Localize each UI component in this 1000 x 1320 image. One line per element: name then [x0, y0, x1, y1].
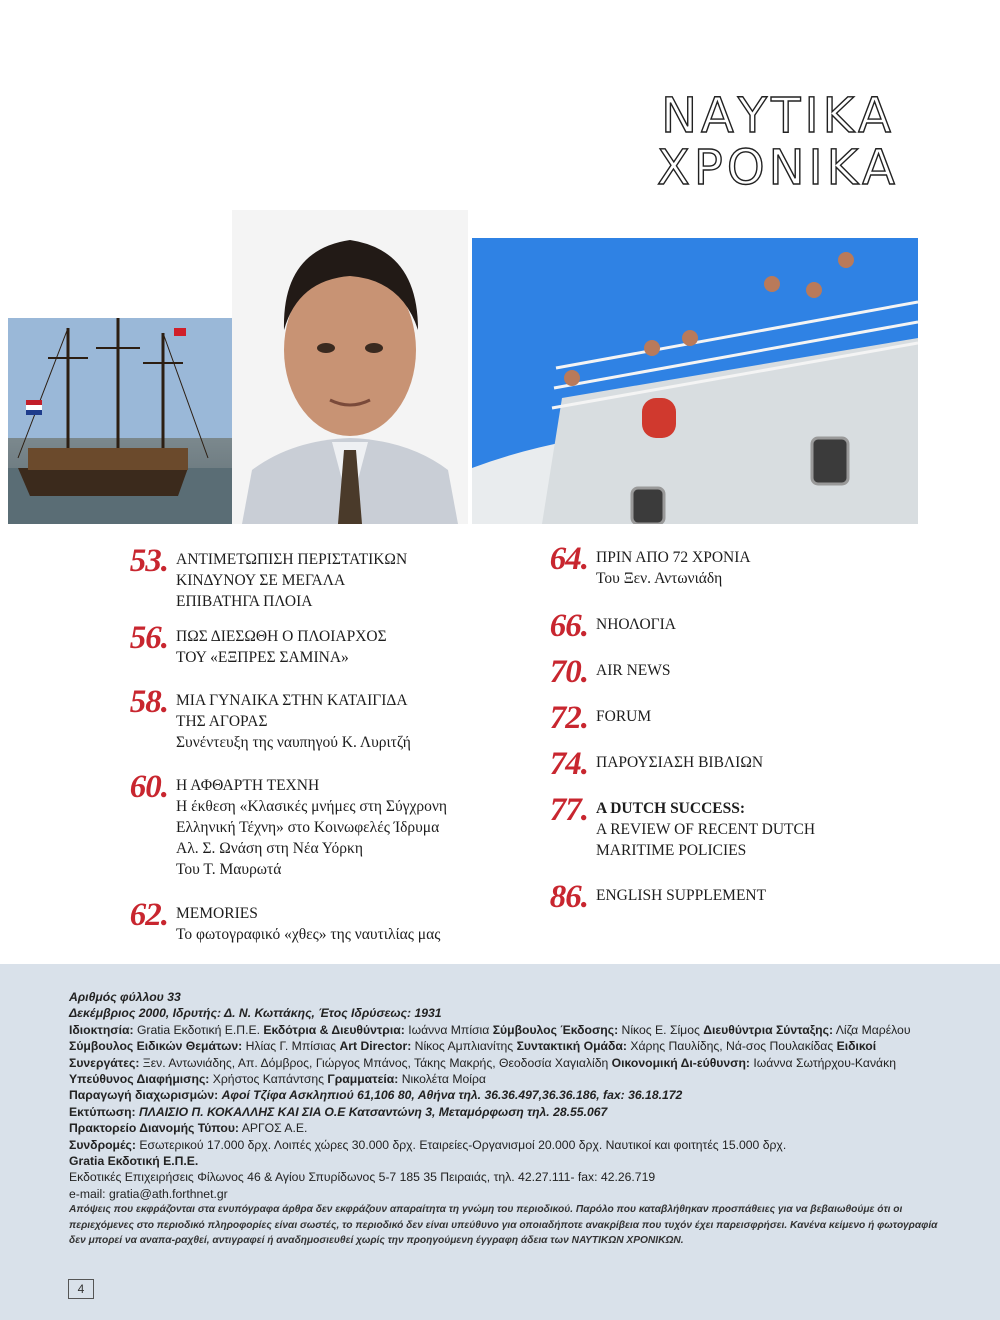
- toc-page-number: 72.: [549, 700, 588, 736]
- toc-title: ΕΠΙΒΑΤΗΓΑ ΠΛΟΙΑ: [176, 593, 313, 610]
- toc-title: ΚΙΝΔΥΝΟΥ ΣΕ ΜΕΓΑΛΑ: [176, 572, 346, 589]
- toc-item[interactable]: [106, 543, 408, 612]
- editor-portrait-photo: [232, 210, 468, 524]
- toc-item[interactable]: [526, 879, 767, 915]
- toc-page-number: 74.: [549, 746, 588, 782]
- subscriptions-line: Συνδρομές: Εσωτερικού 17.000 δρχ. Λοιπές χώρες 30.000 δρχ. Εταιρείες-Οργανισμοί 20.000 δρχ. Ναυτικοί και φοιτητές 15.000 δρχ.: [69, 1137, 787, 1152]
- separations-line: Παραγωγή διαχωρισμών: Αφοί Τζίφα Ασκληπιού 61,106 80, Αθήνα τηλ. 36.36.497,36.36.186, fax: 36.18.172: [69, 1088, 683, 1103]
- colophon-text: [69, 989, 949, 1249]
- issue-number: Αριθμός φύλλου 33: [69, 990, 181, 1004]
- company-name: Gratia Εκδοτική Ε.Π.Ε.: [69, 1154, 199, 1169]
- toc-item[interactable]: [106, 620, 387, 668]
- toc-page-number: 86.: [549, 879, 588, 915]
- toc-subtitle: Η έκθεση «Κλασικές μνήμες στη Σύγχρονη: [176, 798, 447, 815]
- founding-info: Δεκέμβριος 2000, Ιδρυτής: Δ. Ν. Κωττάκης, Έτος Ιδρύσεως: 1931: [69, 1006, 442, 1021]
- toc-page-number: 62.: [129, 897, 168, 933]
- distribution-line: Πρακτορείο Διανομής Τύπου: ΑΡΓΟΣ Α.Ε.: [69, 1121, 308, 1136]
- toc-title: ΝΗΟΛΟΓΙΑ: [596, 616, 676, 633]
- staff-credits: Ιδιοκτησία: Gratia Εκδοτική Ε.Π.Ε. Εκδότρια & Διευθύντρια: Ιωάννα Μπίσια Σύμβουλος Έκδοσης: Νίκος Ε. Σίμος Διευθύντρια Σύνταξης: Λίζα Μαρέλου Σύμβουλος Ειδικών Θεμάτων: Ηλίας Γ. Μπίσιας Art Director: Νίκος Αμπλιανίτης Συντακτική Ομάδα: Χάρης Παυλίδης, Νά-σος Πουλακίδας Ειδικοί Συνεργάτες: Ξεν. Αντωνιάδης, Απ. Δόμβρος, Γιώργος Μπάνος, Τάκης Μακρής, Θεοδοσία Χαγιαλίδη Οικονομική Δι-εύθυνση: Ιωάννα Σωτήρχου-Κανάκη Υπεύθυνος Διαφήμισης: Χρήστος Καπάντσης Γραμματεία: Νικολέτα Μοίρα: [69, 1022, 911, 1087]
- tall-ship-photo: [8, 318, 232, 524]
- toc-page-number: 70.: [549, 654, 588, 690]
- toc-page-number: 77.: [549, 792, 588, 828]
- toc-title: FORUM: [596, 708, 652, 725]
- toc-page-number: 60.: [129, 769, 168, 805]
- page-number: 4: [68, 1279, 94, 1299]
- toc-item[interactable]: [526, 654, 671, 690]
- toc-item[interactable]: [106, 897, 441, 945]
- toc-subtitle: Του Ξεν. Αντωνιάδη: [596, 570, 723, 587]
- toc-subtitle: Ελληνική Τέχνη» στο Κοινωφελές Ίδρυμα: [176, 819, 440, 836]
- toc-item[interactable]: [526, 541, 751, 589]
- toc-subtitle: MARITIME POLICIES: [596, 842, 747, 859]
- company-email[interactable]: e-mail: gratia@ath.forthnet.gr: [69, 1186, 228, 1201]
- toc-subtitle: Του Τ. Μαυρωτά: [176, 861, 282, 878]
- toc-page-number: 58.: [129, 684, 168, 720]
- toc-title: AIR NEWS: [596, 662, 671, 679]
- toc-page-number: 66.: [549, 608, 588, 644]
- toc-title: MEMORIES: [176, 905, 258, 922]
- toc-title: ΑΝΤΙΜΕΤΩΠΙΣΗ ΠΕΡΙΣΤΑΤΙΚΩΝ: [176, 551, 408, 568]
- company-address: Εκδοτικές Επιχειρήσεις Φίλωνος 46 & Αγίου Σπυρίδωνος 5-7 185 35 Πειραιάς, τηλ. 42.27.111- fax: 42.26.719: [69, 1170, 656, 1185]
- masthead-logo: [618, 88, 938, 188]
- toc-page-number: 53.: [129, 543, 168, 579]
- toc-item[interactable]: [526, 746, 764, 782]
- toc-subtitle: Αλ. Σ. Ωνάση στη Νέα Υόρκη: [176, 840, 363, 857]
- toc-title: A DUTCH SUCCESS:: [596, 800, 746, 817]
- toc-title: ΤΟΥ «ΕΞΠΡΕΣ ΣΑΜΙΝΑ»: [176, 649, 349, 666]
- toc-title: ΤΗΣ ΑΓΟΡΑΣ: [176, 713, 268, 730]
- toc-item[interactable]: [526, 792, 816, 861]
- toc-title: Η ΑΦΘΑΡΤΗ ΤΕΧΝΗ: [176, 777, 320, 794]
- toc-page-number: 64.: [549, 541, 588, 577]
- toc-subtitle: Το φωτογραφικό «χθες» της ναυτιλίας μας: [176, 926, 441, 943]
- toc-title: ΠΡΙΝ ΑΠΟ 72 ΧΡΟΝΙΑ: [596, 549, 751, 566]
- toc-item[interactable]: [526, 608, 676, 644]
- toc-item[interactable]: [106, 684, 411, 753]
- ferry-deck-photo: [472, 238, 918, 524]
- disclaimer: Απόψεις που εκφράζονται στα ενυπόγραφα άρθρα δεν εκφράζουν απαραίτητα τη γνώμη του περιοδικού. Παρόλο που καταβλήθηκαν προσπάθειες για να βεβαιωθούμε ότι οι περιεχόμενες στο περιοδικό πληροφορίες είναι σωστές, το περιοδικό δεν είναι υπεύθυνο για οποιαδήποτε ανακρίβεια που τυχόν έχει παρεισφρήσει. Κανένα κείμενο ή φωτογραφία δεν μπορεί να αναπα-ραχθεί, αντιγραφεί ή αναδημοσιευθεί χωρίς την προηγούμενη έγγραφη άδεια των ΝΑΥΤΙΚΩΝ ΧΡΟΝΙΚΩΝ.: [69, 1204, 938, 1247]
- masthead-line2: ΧΡΟΝΙΚΑ: [657, 140, 899, 188]
- toc-title: ΠΑΡΟΥΣΙΑΣΗ ΒΙΒΛΙΩΝ: [596, 754, 764, 771]
- toc-subtitle: Συνέντευξη της ναυπηγού Κ. Λυριτζή: [176, 734, 411, 751]
- toc-title: ENGLISH SUPPLEMENT: [596, 887, 767, 904]
- toc-title: ΠΩΣ ΔΙΕΣΩΘΗ Ο ΠΛΟΙΑΡΧΟΣ: [176, 628, 387, 645]
- toc-item[interactable]: [526, 700, 652, 736]
- toc-item[interactable]: [106, 769, 447, 880]
- masthead-line1: ΝΑΥΤΙΚΑ: [661, 88, 895, 144]
- toc-title: ΜΙΑ ΓΥΝΑΙΚΑ ΣΤΗΝ ΚΑΤΑΙΓΙΔΑ: [176, 692, 408, 709]
- toc-subtitle: A REVIEW OF RECENT DUTCH: [596, 821, 816, 838]
- toc-page-number: 56.: [129, 620, 168, 656]
- printing-line: Εκτύπωση: ΠΛΑΙΣΙΟ Π. ΚΟΚΑΛΛΗΣ ΚΑΙ ΣΙΑ Ο.Ε Κατσαντώνη 3, Μεταμόρφωση τηλ. 28.55.067: [69, 1104, 608, 1119]
